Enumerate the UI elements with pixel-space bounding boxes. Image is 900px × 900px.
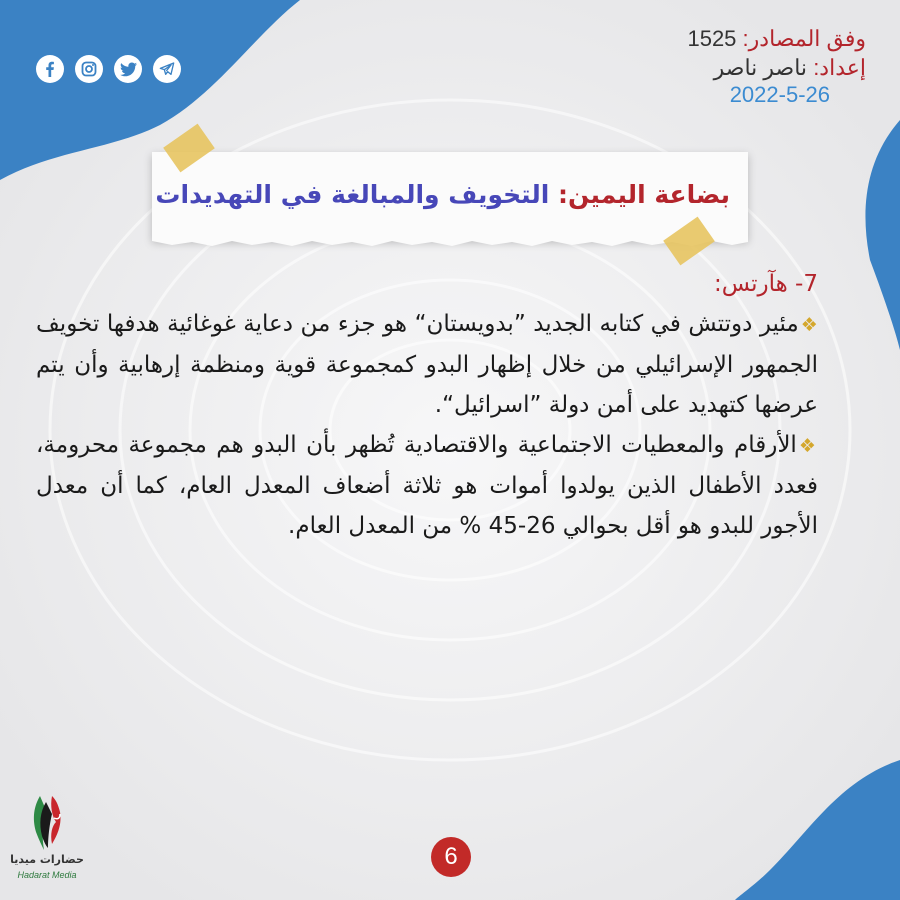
date: 2022-5-26 — [729, 82, 830, 107]
bullet-icon: ❖ — [798, 435, 818, 457]
meta-block — [566, 24, 866, 108]
sources-label: وفق المصادر: — [742, 26, 866, 51]
page-number: 6 — [431, 837, 471, 877]
title-main: التخويف والمبالغة في التهديدات — [155, 180, 550, 209]
page-title — [155, 180, 730, 209]
twitter-icon[interactable] — [114, 55, 142, 83]
paragraph-2 — [36, 425, 818, 546]
logo-name: حضارات ميديا — [10, 853, 84, 866]
section-heading: 7- هآرتس: — [714, 271, 818, 297]
prepared-line — [566, 53, 866, 82]
sources-value: 1525 — [687, 26, 737, 51]
prepared-label: إعداد: — [813, 55, 866, 80]
article-content — [36, 264, 818, 546]
paragraph-1-text: مئير دوتتش في كتابه الجديد ”بدويستان“ هو جزء من دعاية غوغائية هدفها تخويف الجمهور الإسرائيلي من خلال إظهار البدو كمجموعة قوية ومنظمة إرهابية وأن يتم عرضها كتهديد على أمن دولة ”اسرائيل“. — [36, 311, 818, 418]
paragraph-1 — [36, 304, 818, 425]
hadarat-logo — [6, 792, 88, 894]
bullet-icon: ❖ — [800, 314, 818, 336]
logo-emblem-icon — [6, 792, 88, 852]
prepared-value: ناصر ناصر — [713, 55, 808, 80]
torn-edge — [152, 239, 748, 247]
title-banner — [152, 152, 748, 240]
social-icons — [36, 55, 181, 83]
title-prefix: بضاعة اليمين: — [558, 180, 730, 209]
sources-line — [566, 24, 866, 53]
facebook-icon[interactable] — [36, 55, 64, 83]
instagram-icon[interactable] — [75, 55, 103, 83]
telegram-icon[interactable] — [153, 55, 181, 83]
paragraph-2-text: الأرقام والمعطيات الاجتماعية والاقتصادية تُظهر بأن البدو هم مجموعة محرومة، فعدد الأطفال الذين يولدوا أموات هو ثلاثة أضعاف المعدل العام، كما أن معدل الأجور للبدو هو أقل بحوالي 26-45 % من المعدل العام. — [36, 432, 818, 539]
logo-subtitle: Hadarat Media — [17, 870, 77, 880]
